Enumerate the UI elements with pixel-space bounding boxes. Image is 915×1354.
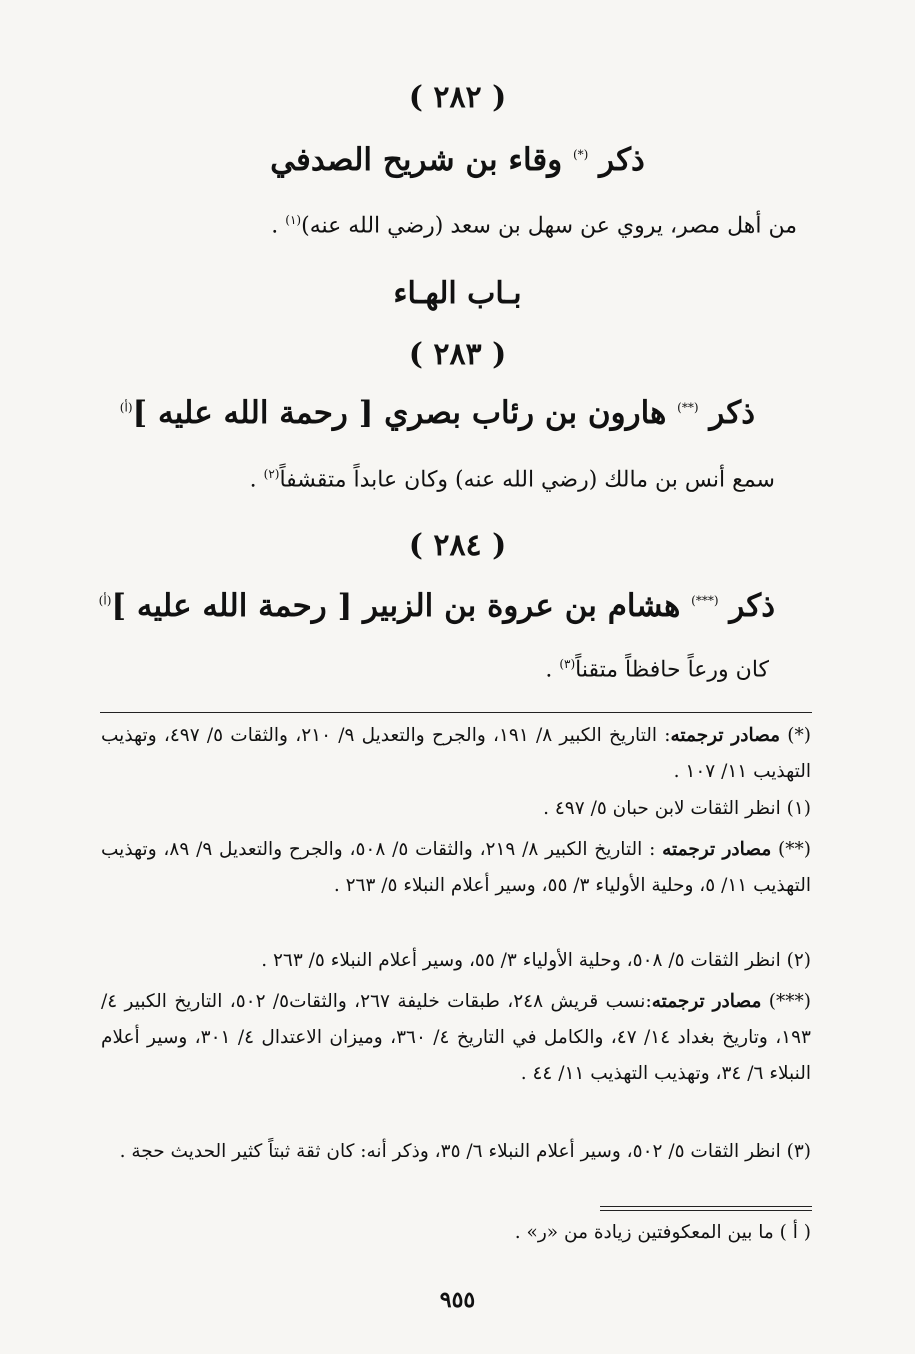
- page-number: ٩٥٥: [439, 1287, 476, 1313]
- footnote-sources-283: [101, 832, 811, 904]
- footnote-sources-282: [101, 718, 811, 790]
- heading-prefix: ذكر: [729, 588, 775, 624]
- entry-text: كان ورعاً حافظاً متقناً: [575, 657, 769, 683]
- entry-text: سمع أنس بن مالك (رضي الله عنه) وكان عابداً متقشفاً: [279, 467, 775, 493]
- entry-number-283: ( ٢٨٣ ): [408, 337, 507, 372]
- entry-text-284: [69, 657, 769, 682]
- footnote-ref: (٢): [263, 467, 280, 481]
- footnote-2: (٢) انظر الثقات ٥/ ٥٠٨، وحلية الأولياء ٣/ ٥٥، وسير أعلام النبلاء ٥/ ٢٦٣ .: [261, 950, 811, 971]
- entry-heading-284: [75, 588, 775, 624]
- footnote-ref: (أ): [119, 400, 133, 415]
- entry-text-end: .: [545, 657, 560, 683]
- footnote-double-rule-top: [600, 1206, 812, 1207]
- footnote-ref: (١): [285, 213, 302, 227]
- footnote-label: (**): [778, 839, 811, 860]
- entry-heading-283: [55, 395, 755, 431]
- entry-heading-282: [0, 142, 915, 178]
- footnote-double-rule-bottom: [600, 1210, 812, 1211]
- footnote-sources-284: [101, 984, 811, 1092]
- footnote-divider: [100, 712, 812, 713]
- footnote-marker: (*): [572, 147, 589, 162]
- footnote-ref: (أ): [98, 593, 112, 608]
- heading-prefix: ذكر: [599, 142, 645, 178]
- footnote-marker: (**): [677, 400, 699, 415]
- footnote-ref: (٣): [559, 657, 576, 671]
- footnote-bold: مصادر ترجمته: [662, 839, 772, 860]
- footnote-bold: مصادر ترجمته: [670, 725, 781, 746]
- entry-number-282: ( ٢٨٢ ): [408, 80, 507, 115]
- footnote-bold: مصادر ترجمته: [651, 991, 762, 1012]
- entry-text-end: .: [249, 467, 264, 493]
- footnote-label: (***): [768, 991, 811, 1012]
- footnote-text: :نسب قريش ٢٤٨، طبقات خليفة ٢٦٧، والثقات٥/ ٥٠٢، التاريخ الكبير ٤/ ١٩٣، وتاريخ بغداد ١٤/ ٤٧، والكامل في التاريخ ٤/ ٣٦٠، وميزان الاعتدال ٤/ ٣٠١، وسير أعلام النبلاء ٦/ ٣٤، وتهذيب التهذيب ١١/ ٤٤ .: [101, 991, 811, 1084]
- footnote-label: (*): [787, 725, 811, 746]
- heading-name: هارون بن رئاب بصري [ رحمة الله عليه ]: [132, 395, 667, 431]
- entry-text-end: .: [271, 213, 286, 239]
- footnote-text: : التاريخ الكبير ٨/ ١٩١، والجرح والتعديل ٩/ ٢١٠، والثقات ٥/ ٤٩٧، وتهذيب التهذيب ١١/ ١٠٧ .: [101, 725, 811, 782]
- footnote-marker: (***): [691, 593, 719, 608]
- entry-text-283: [75, 467, 775, 492]
- heading-name: هشام بن عروة بن الزبير [ رحمة الله عليه ]: [111, 588, 681, 624]
- footnote-1: (١) انظر الثقات لابن حبان ٥/ ٤٩٧ .: [543, 798, 811, 819]
- footnote-3: (٣) انظر الثقات ٥/ ٥٠٢، وسير أعلام النبلاء ٦/ ٣٥، وذكر أنه: كان ثقة ثبتاً كثير الحديث حجة .: [119, 1141, 811, 1162]
- entry-number-284: ( ٢٨٤ ): [408, 528, 507, 563]
- footnote-alef: ( أ ) ما بين المعكوفتين زيادة من «ر» .: [514, 1222, 811, 1243]
- entry-text: من أهل مصر، يروي عن سهل بن سعد (رضي الله عنه): [301, 213, 797, 239]
- chapter-heading: بـاب الهـاء: [393, 276, 522, 311]
- entry-text-282: [97, 213, 797, 238]
- footnote-text: : التاريخ الكبير ٨/ ٢١٩، والثقات ٥/ ٥٠٨، والجرح والتعديل ٩/ ٨٩، وتهذيب التهذيب ١١/ ٥، وحلية الأولياء ٣/ ٥٥، وسير أعلام النبلاء ٥/ ٢٦٣ .: [101, 839, 811, 896]
- heading-name: وقاء بن شريح الصدفي: [270, 142, 563, 178]
- heading-prefix: ذكر: [709, 395, 755, 431]
